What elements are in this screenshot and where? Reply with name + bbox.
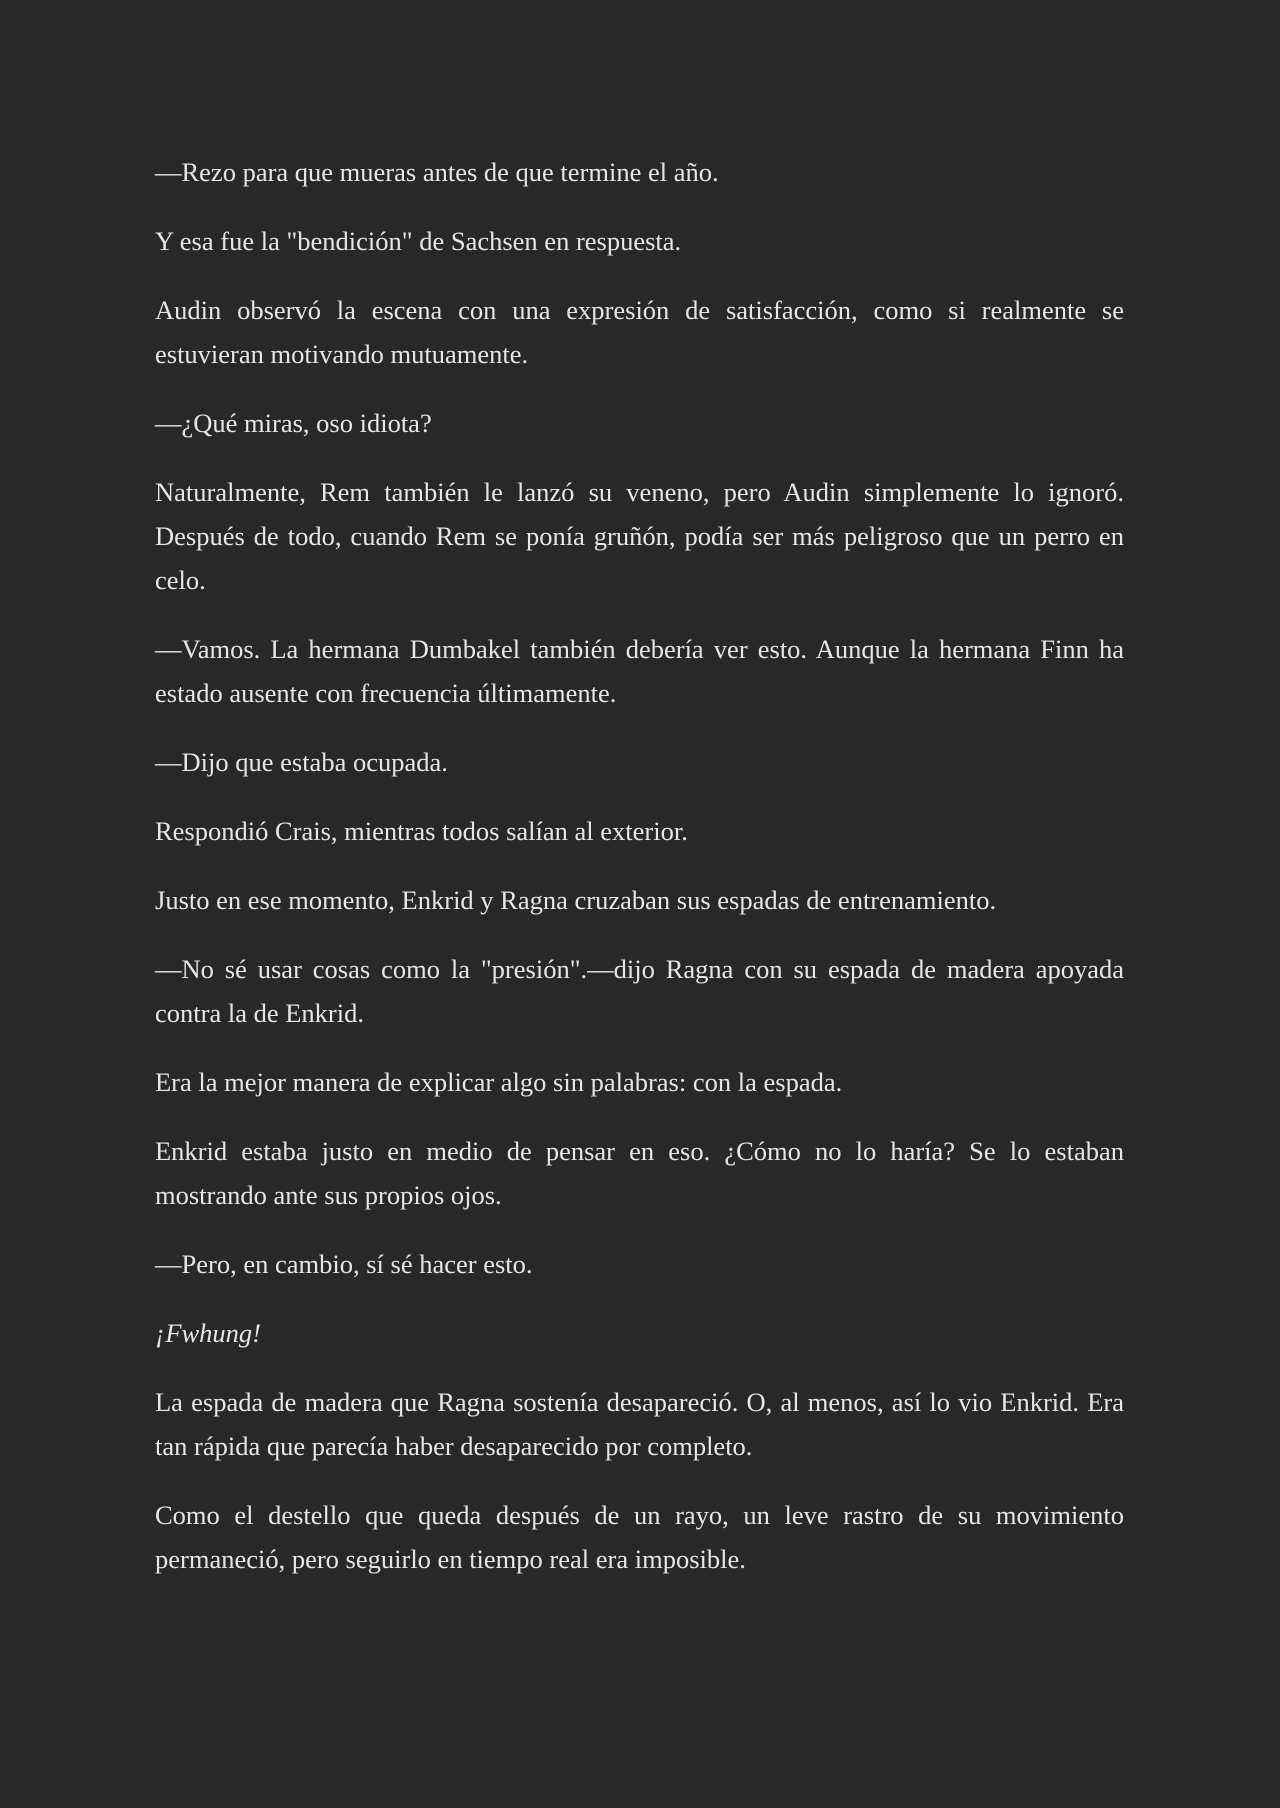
paragraph: Y esa fue la "bendición" de Sachsen en respuesta.: [155, 226, 682, 256]
paragraph: Naturalmente, Rem también le lanzó su veneno, pero Audin simplemente lo ignoró. Después de todo, cuando Rem se ponía gruñón, podía ser más peligroso que un perro en celo.: [155, 477, 1124, 595]
paragraph: Como el destello que queda después de un rayo, un leve rastro de su movimiento permaneció, pero seguirlo en tiempo real era imposible.: [155, 1500, 1124, 1574]
paragraph: Justo en ese momento, Enkrid y Ragna cruzaban sus espadas de entrenamiento.: [155, 885, 997, 915]
onomatopoeia-paragraph: ¡Fwhung!: [155, 1318, 261, 1348]
paragraph: —¿Qué miras, oso idiota?: [155, 408, 432, 438]
paragraph: Era la mejor manera de explicar algo sin palabras: con la espada.: [155, 1067, 843, 1097]
reader-page: [155, 150, 1124, 1606]
paragraph: Respondió Crais, mientras todos salían al exterior.: [155, 816, 688, 846]
paragraph: —Rezo para que mueras antes de que termine el año.: [155, 157, 719, 187]
paragraph: Enkrid estaba justo en medio de pensar en eso. ¿Cómo no lo haría? Se lo estaban mostrando ante sus propios ojos.: [155, 1136, 1124, 1210]
paragraph: —Pero, en cambio, sí sé hacer esto.: [155, 1249, 533, 1279]
paragraph: La espada de madera que Ragna sostenía desapareció. O, al menos, así lo vio Enkrid. Era tan rápida que parecía haber desaparecido por completo.: [155, 1387, 1124, 1461]
paragraph: —Dijo que estaba ocupada.: [155, 747, 448, 777]
paragraph: Audin observó la escena con una expresión de satisfacción, como si realmente se estuvieran motivando mutuamente.: [155, 295, 1124, 369]
paragraph: —Vamos. La hermana Dumbakel también debería ver esto. Aunque la hermana Finn ha estado ausente con frecuencia últimamente.: [155, 634, 1124, 708]
paragraph: —No sé usar cosas como la "presión".—dijo Ragna con su espada de madera apoyada contra la de Enkrid.: [155, 954, 1124, 1028]
